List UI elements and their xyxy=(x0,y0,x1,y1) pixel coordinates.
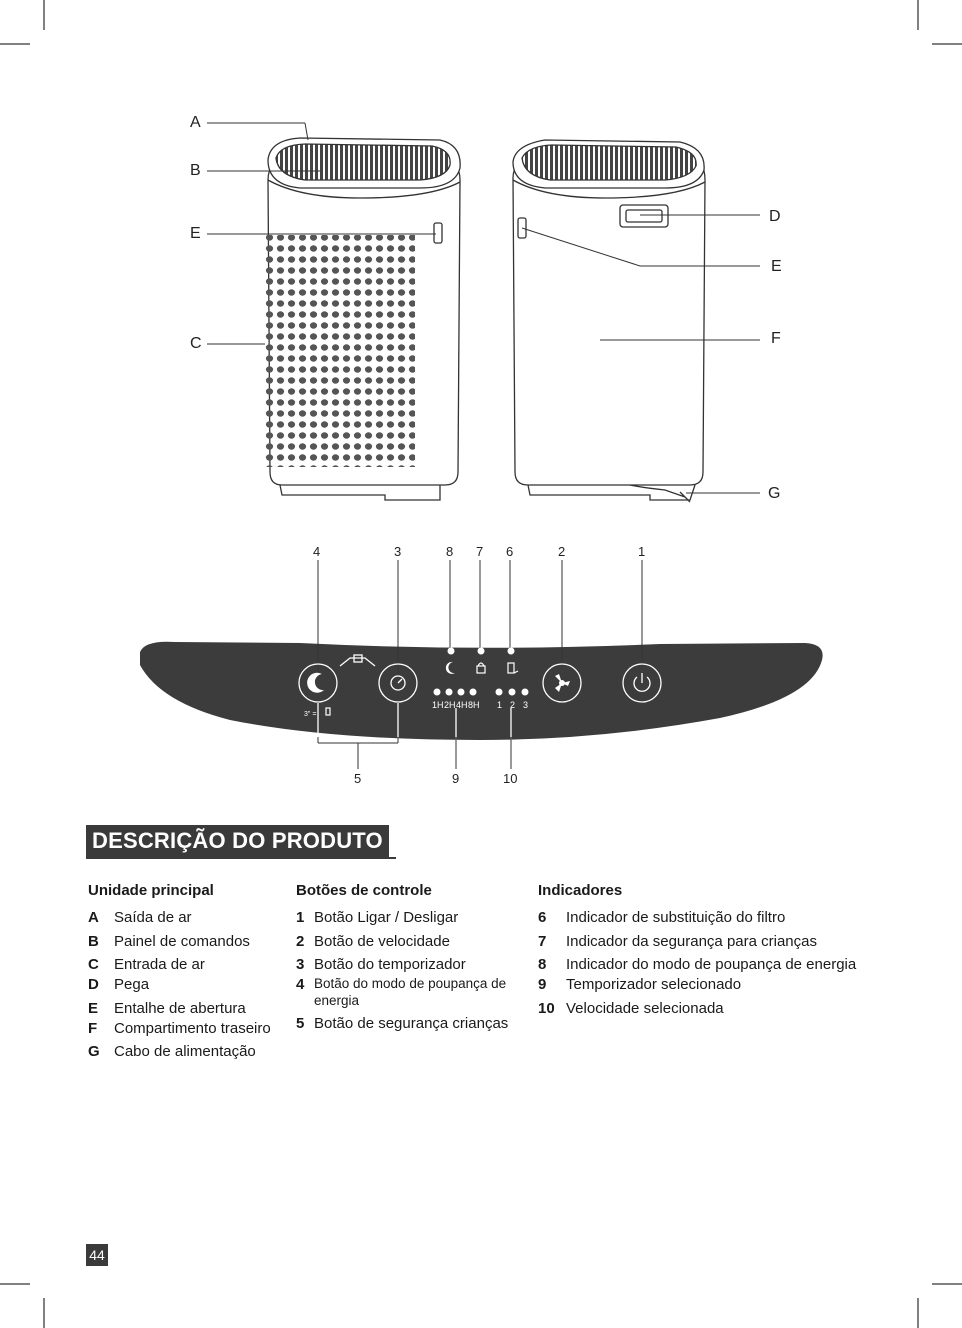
panel-label-2: 2 xyxy=(558,544,566,559)
timer-1h: 1H xyxy=(432,700,444,710)
product-illustration xyxy=(0,100,962,520)
panel-label-1: 1 xyxy=(638,544,646,559)
panel-label-9: 9 xyxy=(452,771,460,786)
label-a: A xyxy=(190,114,201,131)
panel-label-6: 6 xyxy=(506,544,514,559)
panel-label-10: 10 xyxy=(503,771,518,786)
list-item: 2 Botão de velocidade xyxy=(296,932,450,950)
list-item: 6 Indicador de substituição do filtro xyxy=(538,908,786,926)
panel-bracket xyxy=(0,735,962,775)
label-b: B xyxy=(190,162,201,179)
speed-2: 2 xyxy=(510,700,516,710)
label-e-back: E xyxy=(771,258,782,275)
list-item: 4 Botão do modo de poupança de energia xyxy=(296,976,507,1008)
lock-hint: 3" = xyxy=(304,711,317,718)
back-unit xyxy=(513,140,705,502)
label-c: C xyxy=(190,335,202,352)
panel-label-8: 8 xyxy=(446,544,454,559)
list-item: 8 Indicador do modo de poupança de energia xyxy=(538,956,857,974)
panel-label-7: 7 xyxy=(476,544,484,559)
section-heading xyxy=(86,825,389,857)
list-item: A Saída de ar xyxy=(88,908,192,926)
label-g: G xyxy=(768,485,781,502)
list-item: G Cabo de alimentação xyxy=(88,1043,256,1061)
front-unit xyxy=(265,138,460,500)
column-indicators xyxy=(538,882,883,1024)
heading-rule xyxy=(86,857,396,859)
panel-label-4: 4 xyxy=(313,544,321,559)
column-title: Botões de controle xyxy=(296,882,432,899)
list-item: 5 Botão de segurança crianças xyxy=(296,1014,509,1032)
heading-text: DESCRIÇÃO DO PRODUTO xyxy=(86,825,389,857)
label-f: F xyxy=(771,330,781,347)
timer-2h: 2H xyxy=(444,700,456,710)
speed-3: 3 xyxy=(523,700,529,710)
list-item: 3 Botão do temporizador xyxy=(296,956,466,974)
list-item: D Pega xyxy=(88,976,150,993)
list-item: E Entalhe de abertura xyxy=(88,999,246,1017)
label-e-front: E xyxy=(190,225,201,242)
list-item: F Compartimento traseiro xyxy=(88,1019,271,1037)
column-main-unit xyxy=(88,882,288,1067)
panel-label-3: 3 xyxy=(394,544,402,559)
list-item: 9 Temporizador selecionado xyxy=(538,976,742,993)
list-item: B Painel de comandos xyxy=(88,932,250,950)
panel-label-5: 5 xyxy=(354,771,362,786)
speed-1: 1 xyxy=(497,700,503,710)
list-item: 7 Indicador da segurança para crianças xyxy=(538,932,817,950)
list-item: 1 Botão Ligar / Desligar xyxy=(296,908,459,926)
column-control-buttons xyxy=(296,882,526,1039)
column-title: Indicadores xyxy=(538,882,623,899)
page-number: 44 xyxy=(86,1244,108,1266)
timer-8h: 8H xyxy=(468,700,480,710)
column-title: Unidade principal xyxy=(88,882,214,899)
list-item: 10 Velocidade selecionada xyxy=(538,999,724,1017)
list-item: C Entrada de ar xyxy=(88,956,205,974)
timer-4h: 4H xyxy=(456,700,468,710)
label-d: D xyxy=(769,208,781,225)
